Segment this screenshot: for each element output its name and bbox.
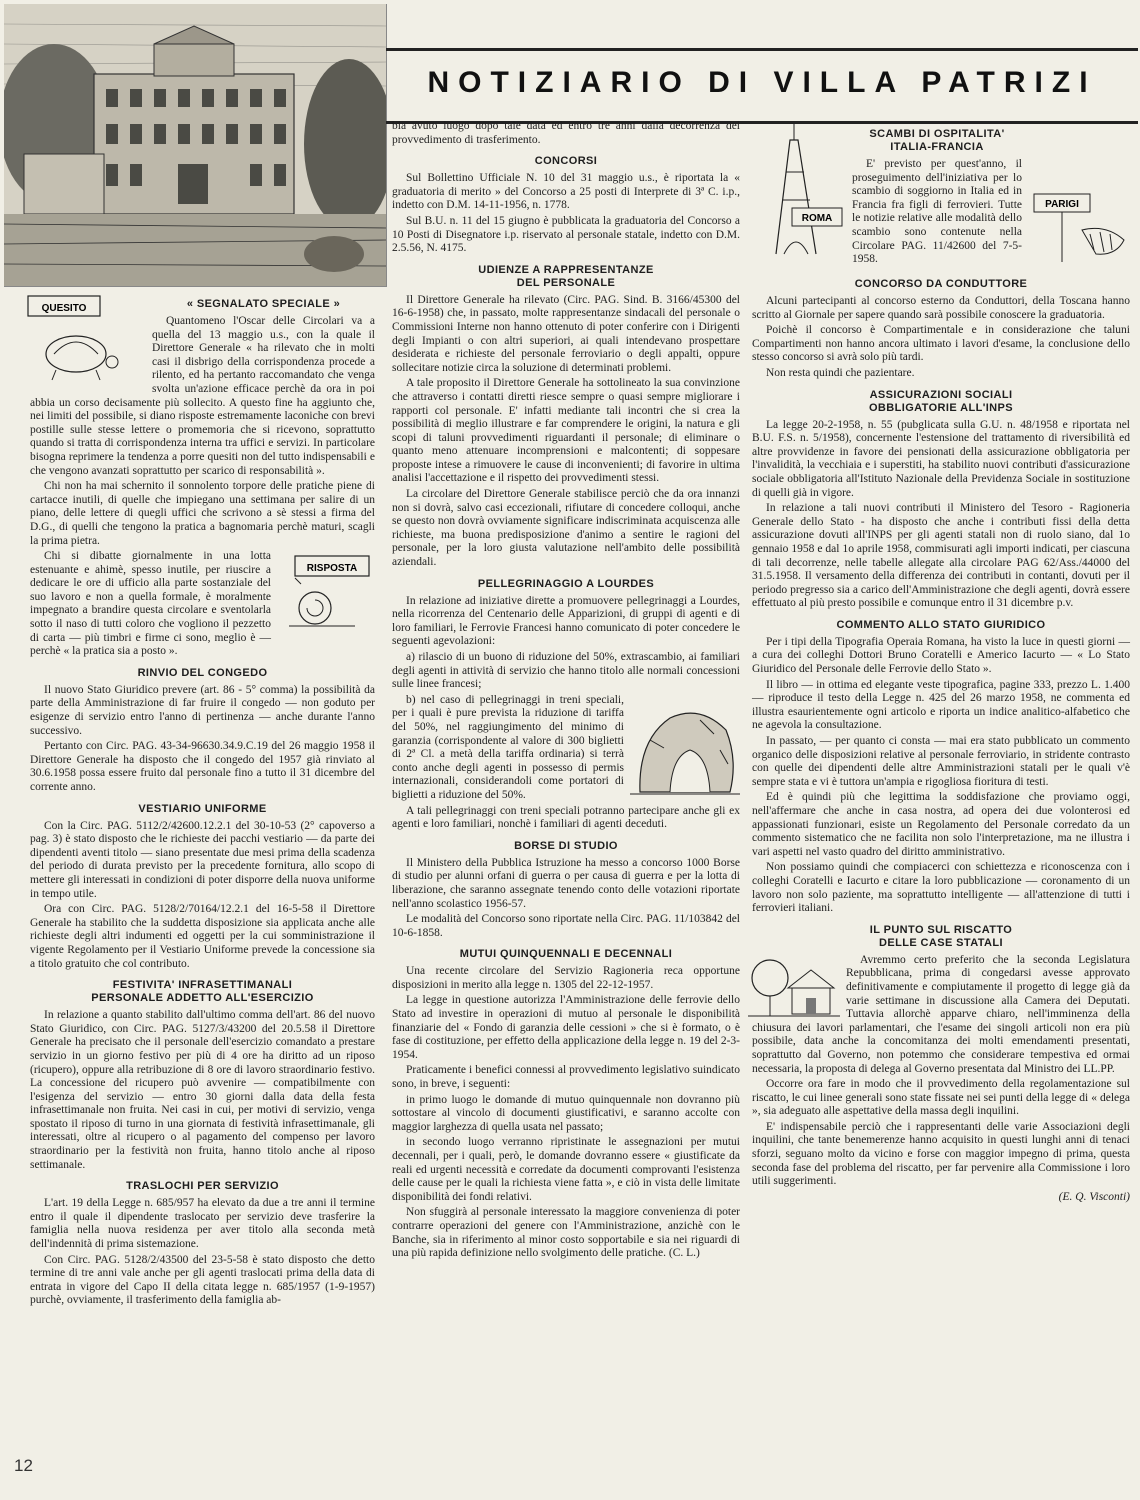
- section-title-line: DEL PERSONALE: [516, 276, 616, 289]
- section-title-line: UDIENZE A RAPPRESENTANZE: [478, 263, 654, 276]
- house-tree-sketch: [748, 956, 840, 1020]
- paragraph: Non resta quindi che pazientare.: [766, 366, 915, 379]
- section-title-line: ITALIA-FRANCIA: [890, 141, 984, 153]
- section-title-borse-studio: BORSE DI STUDIO: [514, 839, 618, 852]
- paragraph: Ora con Circ. PAG. 5128/2/70164/12.2.1 del 16-5-58 il Direttore Generale ha stabilito che la suddetta disposizione sia applicata anche alle richieste degli altri indumenti ed oggetti per la cui somministrazione il vigente Regolamento per il Vestiario Uniforme prevede la concessione sia a titolo gratuito che col contributo.: [30, 903, 375, 970]
- paragraph: In passato, — per quanto ci consta — mai era stato pubblicato un commento organico delle disposizioni relative al personale ferroviario, in stridente contrasto con quelle dei dipendenti delle altre Amministrazioni statali per le quali v'è sempre stata e vi è tuttora un'ampia e rigogliosa fioritura di testi.: [752, 735, 1130, 788]
- author-signature: (E. Q. Visconti): [1058, 1190, 1130, 1203]
- section-title-traslochi: TRASLOCHI PER SERVIZIO: [126, 1180, 279, 1193]
- paragraph: E' indispensabile perciò che i rappresentanti delle varie Associazioni degli inquilini, che tante benemerenze hanno acquisito in questi lunghi anni di tenaci sforzi, seguano molto da vicino e forse con maggior impegno di prima, questa seconda fase del problema del riscatto, per far pervenire alla Commissione i loro utili suggerimenti.: [752, 1120, 1130, 1188]
- section-title-line: DELLE CASE STATALI: [879, 936, 1003, 949]
- villa-engraving: [4, 4, 387, 287]
- paragraph: in secondo luogo verranno ripristinate le assegnazioni per mutui decennali, per i quali, però, le domande dovranno essere « giustificate da reali ed urgenti necessità e corredate da documenti comprovanti l'esistenza delle cause per le quali la richiesta viene fatta », e ciò in vista delle limitate disponibilità dei fondi relativi.: [392, 1136, 740, 1203]
- paragraph: Avremmo certo preferito che la seconda Legislatura Repubblicana, prima di congedarsi avesse approvato definitivamente e compiutamente il progetto di legge già da varie settimane in discussione alla Camera dei Deputati. Tuttavia allorchè apparve chiaro, nell'imminenza della chiusura dei lavori parlamentari, che l'esame dei singoli articoli non era più possibile, data anche la concomitanza dei molti emendamenti presentati, soprattutto dal Governo, non potemmo che considerare tempestiva ed ormai necessaria, la proposta di delega al Governo presentata dal Ministro dei LL.PP.: [752, 953, 1130, 1075]
- paragraph: In relazione a tali nuovi contributi il Ministero del Tesoro - Ragioneria Generale dello Stato - ha disposto che anche i contributi fissi della detta assicurazione dovuti all'INPS per gli agenti statali non di ruolo siano, dal 1o gennaio 1958 e dal 1o aprile 1958, commisurati agli importi indicati, per ciascuna di tali decorrenze, nelle tabelle allegate alla circolare PAG 62/Ass./44000 del 31.5.1958. Il versamento della differenza dei contributi in contanti, dovuti per il periodo pregresso sia a carico dell'Amministrazione che degli agenti, dovrà essere effettuato al più presto possibile e comunque entro il 31 dicembre p.v.: [752, 502, 1130, 610]
- paragraph: Il Direttore Generale ha rilevato (Circ. PAG. Sind. B. 3166/45300 del 16-6-1958) che, in passato, molte rappresentanze sindacali del personale o Commissioni Interne non hanno ottenuto di poter conferire con i Dirigenti degli Impianti o con altri superiori, ai quali intendevano prospettare desiderata e richieste del personale ferroviario o degli appalti, oppure sollecitare notizie circa la soluzione di determinati problemi.: [392, 293, 740, 374]
- paragraph: in primo luogo le domande di mutuo quinquennale non dovranno più sottostare al vincolo di documenti giustificativi, e saranno accolte con maggior larghezza di quella usata nel passato;: [392, 1093, 740, 1133]
- paragraph: Il nuovo Stato Giuridico prevere (art. 86 - 5° comma) la possibilità da parte della Amministrazione di far fruire il congedo — non goduto per esigenze di servizio entro l'anno di pertinenza — anche durante l'anno successivo.: [30, 683, 375, 737]
- section-title-commento: COMMENTO ALLO STATO GIURIDICO: [836, 618, 1046, 631]
- section-title-line: ASSICURAZIONI SOCIALI: [869, 388, 1013, 401]
- section-title-mutui: MUTUI QUINQUENNALI E DECENNALI: [459, 948, 673, 961]
- masthead-title: NOTIZIARIO DI VILLA PATRIZI: [427, 66, 1097, 99]
- paragraph: L'art. 19 della Legge n. 685/957 ha elevato da due a tre anni il termine entro il quale il dipendente traslocato per servizio deve trasferire la famiglia nella nuova residenza per aver titolo alla seconda metà dell'indennità di prima sistemazione.: [30, 1197, 375, 1251]
- paragraph: Chi non ha mai schernito il sonnolento torpore delle pratiche piene di cartacce inutili, di quelle che impiegano una settimana per salire di un piano, delle lettere di quegli uffici che scrivono a sè stessi a firma del D.G., di quelli che tengono la pratica a bagnomaria perchè maturi, scagli la prima pietra.: [30, 480, 375, 547]
- section-title-line: FESTIVITA' INFRASETTIMANALI: [112, 979, 293, 992]
- eiffel-tower-sketch: [746, 120, 846, 260]
- section-title-assicurazioni: [752, 389, 1130, 415]
- paragraph: bia avuto luogo dopo tale data ed entro tre anni dalla decorrenza del provvedimento di trasferimento.: [392, 120, 740, 146]
- paragraph: a) rilascio di un buono di riduzione del 50%, extrascambio, ai familiari degli agenti in attività di servizio che hanno titolo alle normali concessioni sulle linee francesi;: [392, 651, 740, 691]
- section-title-line: IL PUNTO SUL RISCATTO: [869, 923, 1013, 936]
- column-middle: [392, 120, 740, 1263]
- section-title-festivita: [30, 979, 375, 1005]
- paragraph: E' previsto per quest'anno, il proseguimento dell'iniziativa per lo scambio di soggiorno in Italia ed in Francia fra figli di ferrovieri. Tutte le notizie relative alle modalità dello scambio sono contenute nella Circolare PAG. 11/42600 del 7-5-1958.: [852, 158, 1022, 266]
- masthead: [386, 48, 1138, 124]
- section-title-line: SCAMBI DI OSPITALITA': [869, 128, 1005, 140]
- paragraph: Con la Circ. PAG. 5112/2/42600.12.2.1 del 30-10-53 (2° capoverso a pag. 3) è stato disposto che le richieste dei pacchi vestiario — da parte dei dipendenti aventi titolo — siano presentate due mesi prima della scadenza del periodo di durata previsto per la precedente fornitura, allo scopo di mettere gli interessati in condizioni di poter disporre della nuova uniforme in tempo utile.: [30, 819, 375, 900]
- paragraph: Per i tipi della Tipografia Operaia Romana, ha visto la luce in questi giorni — a cura dei colleghi Dottori Bruno Coratelli e Americo Iacurto — « Lo Stato Giuridico del Personale delle Ferrovie dello Stato ».: [752, 635, 1130, 676]
- roma-sign-label: ROMA: [801, 213, 833, 224]
- section-title-riscatto: [752, 924, 1130, 950]
- paragraph: La circolare del Direttore Generale stabilisce perciò che da ora innanzi non si dovrà, salvo casi eccezionali, rifiutare di concedere colloqui, anche se questo non dovrà ovviamente significare indiscriminata acquiscenza alle richieste, ma buona predisposizione d'animo a sentire le ragioni del personale, per la loro giusta valutazione nell'ambito delle possibilità aziendali.: [392, 488, 740, 569]
- parigi-sign-sketch: [1026, 190, 1130, 270]
- paragraph: Una recente circolare del Servizio Ragioneria reca opportune disposizioni in merito alla legge n. 1305 del 22-12-1957.: [392, 965, 740, 991]
- risposta-snail-sketch: [275, 554, 375, 634]
- quesito-turtle-sketch: [26, 292, 146, 392]
- section-title-line: OBBLIGATORIE ALL'INPS: [868, 401, 1014, 414]
- quesito-label: QUESITO: [41, 303, 87, 314]
- paragraph: Non sfuggirà al personale interessato la maggiore convenienza di poter contrarre operazioni del genere con l'Amministrazione, anzichè con le Banche, sia in riferimento al minor costo sopportabile e sia nei riguardi di una più rapida definizione nello svolgimento delle pratiche. (C. L.): [392, 1206, 740, 1260]
- paragraph: In relazione a quanto stabilito dall'ultimo comma dell'art. 86 del nuovo Stato Giuridico, con Circ. PAG. 5127/3/43200 del 20.5.58 il Direttore Generale ha precisato che il personale dell'esercizio comandato a prestare servizio in un giorno festivo per più di 4 ore ha diritto ad un riposo (ricupero), oppure alla retribuzione di 8 ore di lavoro straordinario festivo. La concessione del ricupero può avvenire — compatibilmente con l'esigenza del servizio — entro 30 giorni dalla data della festa infrasettimanale non fruita. Nei casi in cui, per motivi di servizio, venga spostato il riposo di turno in una giornata di festività infrasettimanale, gli interessati, oltre al ricupero o al pagamento del compenso per lavoro straordinario per la festività non fruita, hanno titolo anche al riposo settimanale.: [30, 1009, 375, 1171]
- paragraph: La legge 20-2-1958, n. 55 (pubglicata sulla G.U. n. 48/1958 e riportata nel B.U. F.S. n. 5/1958), concernente l'estensione del trattamento di riversibilità ed altre provvidenze in favore dei pensionati della assicurazione obbligatoria per l'invalidità, la vecchiaia e i superstiti, ha stabilito nuovi contributi d'assicurazione sociale obbligatoria all'Istituto Nazionale della Previdenza Sociale in sostituzione di quelli già in vigore.: [752, 418, 1130, 499]
- paragraph: Il Ministero della Pubblica Istruzione ha messo a concorso 1000 Borse di studio per alunni orfani di guerra o per causa di guerra e per la lotta di liberazione, che saranno assegnate tenendo conto delle votazioni riportate nell'anno scolastico 1956-57.: [392, 856, 740, 910]
- section-title-rinvio-congedo: RINVIO DEL CONGEDO: [137, 666, 268, 679]
- paragraph: Non possiamo quindi che compiacerci con schiettezza e riconoscenza con i colleghi Coratelli e Iacurto e citare la loro pubblicazione — coronamento di un lavoro non solo paziente, ma soprattutto intelligente — all'attenzione di tutti i ferrovieri italiani.: [752, 861, 1130, 915]
- paragraph: Quantomeno l'Oscar delle Circolari va a quella del 13 maggio u.s., con la quale il Direttore Generale « ha rilevato che in molti casi il disbrigo della corrispondenza procede a rilento, ed ha pertanto raccomandato che venga svolta un'azione efficace perchè da ora in poi abbia un corso decisamente più sollecito. A questo fine ha aggiunto che, nei limiti del possibile, si diano risposte estremamente laconiche con brevi postille sulle stesse lettere o promemoria che si ricevono, soprattutto quando si tratta di corrispondenza interna tra uffici e servizi. In particolare bisogna reprimere la tendenza a porre quesiti non del tutto indispensabili e che vengono avanzati soprattutto per scarico di responsabilità ».: [30, 315, 375, 477]
- paragraph: Alcuni partecipanti al concorso esterno da Conduttori, della Toscana hanno scritto al Giornale per sapere quando sarà possibile conoscere la graduatoria.: [752, 295, 1130, 321]
- paragraph: Sul Bollettino Ufficiale N. 10 del 31 maggio u.s., è riportata la « graduatoria di merito » del Concorso a 25 posti di Interprete di 3ª C. i.p., indetto con D.M. 14-11-1956, n. 1778.: [392, 172, 740, 212]
- page-number: 12: [14, 1456, 33, 1475]
- paragraph: Occorre ora fare in modo che il provvedimento della regolamentazione sul riscatto, le cui linee generali sono state fissate nei sei punti della legge di « delega », sia adeguato alle aspettative della massa degli inquilini.: [752, 1078, 1130, 1118]
- risposta-label: RISPOSTA: [306, 563, 358, 575]
- section-title-line: PERSONALE ADDETTO ALL'ESERCIZIO: [91, 992, 314, 1005]
- paragraph: Sul B.U. n. 11 del 15 giugno è pubblicata la graduatoria del Concorso a 10 Posti di Disegnatore i.p. riservato al personale statale, indetto con D.M. 2.5.56, N. 4175.: [392, 214, 740, 255]
- paragraph: In relazione ad iniziative dirette a promuovere pellegrinaggi a Lourdes, nella ricorrenza del Centenario delle Apparizioni, di gruppi di agenti e di loro familiari, le Ferrovie Francesi hanno comunicato di poter concedere le seguenti agevolazioni:: [392, 594, 740, 648]
- paragraph: Praticamente i benefici connessi al provvedimento legislativo suindicato sono, in breve, i seguenti:: [392, 1064, 740, 1091]
- section-title-lourdes: PELLEGRINAGGIO A LOURDES: [477, 577, 655, 590]
- column-right: [752, 120, 1130, 1206]
- paragraph: Chi si dibatte giornalmente in una lotta estenuante e ahimè, spesso inutile, per riuscire a dedicare le ore di ufficio alla parte sostanziale del suo lavoro e non a quella formale, è moralmente impegnato a brandire questa circolare e sventolarla sotto il naso di tutti coloro che vogliono il pezzetto di carta — più timbri e firme ci sono, meglio è — perchè « la pratica sia a posto ».: [30, 550, 271, 658]
- paragraph: b) nel caso di pellegrinaggi in treni speciali, per i quali è pure prevista la riduzione di tariffa del 50%, nel raggiungimento del minimo di garanzia (corrispondente al valore di 300 biglietti di 2ª Cl. a metà della tariffa ordinaria) si terrà conto anche degli agenti in possesso di permis internazionali, considerandoli come portatori di biglietti a riduzione del 50%.: [392, 693, 624, 801]
- section-title-concorsi: CONCORSI: [534, 155, 598, 168]
- section-title-vestiario: VESTIARIO UNIFORME: [138, 802, 267, 815]
- paragraph: A tale proposito il Direttore Generale ha sottolineato la sua convinzione che attraverso i contatti diretti riesce sempre o quasi sempre migliorare i rapporti col personale. E' infatti mediante tali incontri che si crea la possibilità di meglio illustrare e far comprendere le origini, la natura e gli scopi di taluni provvedimenti riguardanti il personale; di eliminare o quanto meno attenuare incomprensioni e malcontenti; di soppesare proposte intese a rimuovere le cause di inconvenienti; di favorire in ultima analisi l'accettazione e il rispetto dei provvedimenti stessi.: [392, 377, 740, 485]
- villa-illustration: [4, 4, 386, 286]
- paragraph: Il libro — in ottima ed elegante veste tipografica, pagine 333, prezzo L. 1.400 — riproduce il testo della Legge n. 425 del 26 marzo 1958, ne commenta ed illustra esaurientemente ogni articolo e riporta un indice analitico-alfabetico che ne agevola la consultazione.: [752, 678, 1130, 732]
- parigi-sign-label: PARIGI: [1045, 199, 1079, 210]
- paragraph: A tali pellegrinaggi con treni speciali potranno partecipare anche gli ex agenti e loro familiari, nonchè i familiari di agenti deceduti.: [392, 804, 740, 831]
- section-title-udienze: [392, 264, 740, 290]
- paragraph: Con Circ. PAG. 5128/2/43500 del 23-5-58 è stato disposto che detto termine di tre anni vale anche per gli agenti traslocati prima della data di entrata in vigore del Capo II della citata legge n. 685/1957 (1-9-1957) purchè, ovviamente, il trasferimento della famiglia ab-: [30, 1253, 375, 1307]
- section-title-segnalato: « SEGNALATO SPECIALE »: [186, 298, 341, 310]
- paragraph: La legge in questione autorizza l'Amministrazione delle ferrovie dello Stato ad investire in operazioni di mutuo al personale le disponibilità finanziarie del « Fondo di garanzia delle cessioni » che si è formato, o è fase di costituzione, per effetto della applicazione della legge n. 19 del 2-3-1954.: [392, 994, 740, 1061]
- paragraph: Le modalità del Concorso sono riportate nella Circ. PAG. 11/103842 del 10-6-1858.: [392, 913, 740, 939]
- paragraph: Ed è quindi più che legittima la soddisfazione che proviamo oggi, nell'affermare che anche in casa nostra, ad opera dei due volonterosi ed appassionati funzionari, esiste un Regolamento del Personale corredato da un commento sistematico che ne facilita non solo l'interpretazione, ma ne illustra i vari aspetti nel vasto quadro del diritto amministrativo.: [752, 791, 1130, 858]
- paragraph: Pertanto con Circ. PAG. 43-34-96630.34.9.C.19 del 26 maggio 1958 il Direttore Generale ha disposto che il congedo del 1957 già rinviato al 30.6.1958 possa essere fruito dal personale fino a tutto il 31 dicembre del corrente anno.: [30, 740, 375, 793]
- column-left: [30, 290, 375, 1310]
- grotto-sketch: [630, 700, 740, 800]
- section-title-conduttore: CONCORSO DA CONDUTTORE: [854, 278, 1028, 290]
- paragraph: Poichè il concorso è Compartimentale e in considerazione che taluni Compartimenti non hanno ancora ultimato i lavori d'esame, la conclusione dello stesso concorso si avrà solo più tardi.: [752, 324, 1130, 364]
